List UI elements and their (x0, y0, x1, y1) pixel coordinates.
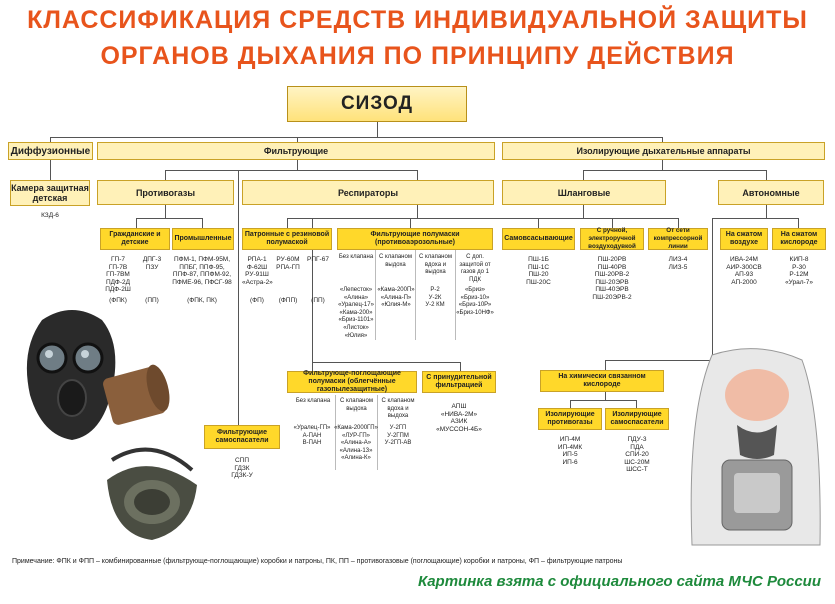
footnote: Примечание: ФПК и ФПП – комбинированные (фильтрующе-поглощающие) коробки и патроны, ПК, ПП – противогазовые (поглощающие) коробки и патроны, ФП – фильтрующие патроны (12, 558, 623, 565)
civil-col2: ДПГ-3 ПЗУ (142, 256, 162, 271)
chemical-label: На химически связанном кислороде (558, 373, 646, 388)
hose-label: Шланговые (557, 187, 611, 198)
half-c1: «Лепесток» «Алина» «Уралец-17» «Кама-200» «Бриз-1101» «Листок» «Юлия» (338, 287, 374, 339)
gasfilter-box (287, 371, 417, 393)
chem-protective-label: Изолирующие противогазы (545, 411, 595, 426)
source-caption: Картинка взята с официального сайта МЧС России (417, 573, 821, 590)
chamber-box (10, 180, 90, 206)
chamber-label: Камера защитная детская (11, 183, 89, 203)
cartridge-col1: РПА-1 Ф-62Ш РУ-91Ш «Астра-2» (242, 256, 273, 286)
half-c4: «Бриз» «Бриз-10» «Бриз-10Р» «Бриз-10НФ» (456, 287, 494, 316)
line-box (648, 228, 708, 250)
civil-note2: (ПП) (145, 297, 159, 304)
gasfilter-label: Фильтрующе-поглощающие полумаски (облегчённые газопылезащитные) (303, 370, 401, 393)
civil-box (100, 228, 170, 250)
filtering-box (97, 142, 495, 160)
chemical-box (540, 370, 664, 392)
autonomous-box (718, 180, 824, 205)
cartridge-note2: (ФПП) (278, 297, 298, 304)
chem-self-label: Изолирующие самоспасатели (610, 411, 664, 426)
civil-note1: (ФПК) (109, 297, 127, 304)
title-line-1: КЛАССИФИКАЦИЯ СРЕДСТВ ИНДИВИДУАЛЬНОЙ ЗАЩИТЫ (27, 6, 808, 34)
forced-items: АПШ «НИВА-2М» АЗИК «МУССОН-4Б» (436, 403, 482, 433)
line-label: От сети компрессорной линии (653, 227, 703, 250)
half-h2: С клапаном выдоха (379, 254, 412, 268)
half-box (337, 228, 493, 250)
chem-protective-items: ИП-4М ИП-4МК ИП-5 ИП-6 (557, 436, 583, 466)
autonomous-label: Автономные (742, 187, 800, 198)
cartridge-note3: (ПП) (311, 297, 325, 304)
gas-mask-image (12, 300, 187, 450)
respirators-box (242, 180, 494, 205)
half-label: Фильтрующие полумаски (противоаэрозольные) (370, 231, 460, 246)
industrial-items: ПФМ-1, ПФМ-95М, ППБГ, ППФ-95, ППФ-87, ППФМ-92, ПФМЕ-96, ПФСГ-98 (172, 256, 232, 286)
isolating-label: Изолирующие дыхательные аппараты (576, 146, 751, 156)
manual-box (580, 228, 644, 250)
isolating-box (502, 142, 825, 160)
civil-label: Гражданские и детские (109, 231, 161, 246)
diffusion-box (8, 142, 93, 160)
air-label: На сжатом воздухе (725, 231, 763, 246)
half-h3: С клапаном вдоха и выдоха (419, 254, 452, 276)
gas-h1: Без клапана (295, 398, 331, 404)
gas-h3: С клапаном вдоха и выдоха (381, 398, 415, 420)
hose-box (502, 180, 666, 205)
forced-box (422, 371, 496, 393)
industrial-box (172, 228, 234, 250)
forced-label: С принудительной фильтрацией (426, 374, 492, 389)
self-rescuer-image (682, 345, 830, 555)
self-rescuers-items: СПП ГДЗК ГДЗК-У (231, 457, 253, 480)
gasmasks-label: Противогазы (135, 187, 196, 198)
self-rescuers-label: Фильтрующие самоспасатели (215, 429, 269, 444)
gas-c2: «Кама-2000ГП» «ЛУР-ГП» «Алина-А» «Алина-13» «Алина-К» (334, 425, 378, 462)
cartridge-col3: РПГ-67 (307, 256, 329, 263)
half-c3: Р-2 У-2К У-2 КМ (425, 287, 445, 309)
half-h1: Без клапана (338, 254, 374, 260)
filtering-label: Фильтрующие (263, 146, 329, 156)
oxygen-label: На сжатом кислороде (780, 231, 818, 246)
chem-self-items: ПДУ-3 ПДА СПИ-20 ШС-20М ШСС-Т (624, 436, 650, 474)
self-suction-items: ПШ-1Б ПШ-1С ПШ-20 ПШ-20С (526, 256, 551, 286)
self-suction-box (502, 228, 575, 250)
self-suction-label: Самовсасывающие (504, 235, 573, 242)
cartridge-col2: РУ-60М РПА-ГП (276, 256, 300, 271)
cartridge-box (242, 228, 332, 250)
manual-label: С ручной, электроручной воздуходувкой (588, 227, 636, 250)
gasmasks-box (97, 180, 234, 205)
chamber-items: КЗД-6 (41, 212, 59, 219)
air-items: ИВА-24М АИР-300СВ АП-93 АП-2000 (726, 256, 762, 286)
root-label: СИЗОД (340, 93, 414, 114)
gas-c1: «Уралец-ГП» А-ПАН В-ПАН (293, 425, 331, 447)
civil-col1: ГП-7 ГП-7В ГП-7ВМ ПДФ-2Д ПДФ-2Ш (105, 256, 131, 294)
gas-h2: С клапаном выдоха (340, 398, 373, 412)
respirators-label: Респираторы (337, 187, 399, 198)
self-rescuers-box (204, 425, 280, 449)
manual-items: ПШ-20РВ ПШ-40РВ ПШ-20РВ-2 ПШ-20ЭРВ ПШ-40ЭРВ ПШ-20ЭРВ-2 (592, 256, 632, 301)
diffusion-label: Диффузионные (10, 145, 91, 157)
title-line-2: ОРГАНОВ ДЫХАНИЯ ПО ПРИНЦИПУ ДЕЙСТВИЯ (100, 42, 735, 70)
chem-self-box (605, 408, 669, 430)
half-c2: «Кама-200П» «Алина-П» «Юлия-М» (377, 287, 415, 309)
industrial-label: Промышленные (174, 235, 232, 242)
cartridge-note1: (ФП) (250, 297, 264, 304)
air-box (720, 228, 768, 250)
chem-protective-box (538, 408, 602, 430)
oxygen-items: КИП-8 Р-30 Р-12М «Урал-7» (785, 256, 813, 286)
oxygen-box (772, 228, 826, 250)
line-items: ЛИЗ-4 ЛИЗ-5 (668, 256, 688, 271)
root-box (287, 86, 467, 122)
industrial-note: (ФПК, ПК) (187, 297, 217, 304)
gas-c3: У-2ГП У-2ГПМ У-2ГП-АВ (384, 425, 412, 447)
half-h4: С доп. защитой от газов до 1 ПДК (459, 254, 491, 283)
respirator-image (92, 440, 207, 550)
cartridge-label: Патронные с резиновой полумаской (244, 231, 330, 246)
